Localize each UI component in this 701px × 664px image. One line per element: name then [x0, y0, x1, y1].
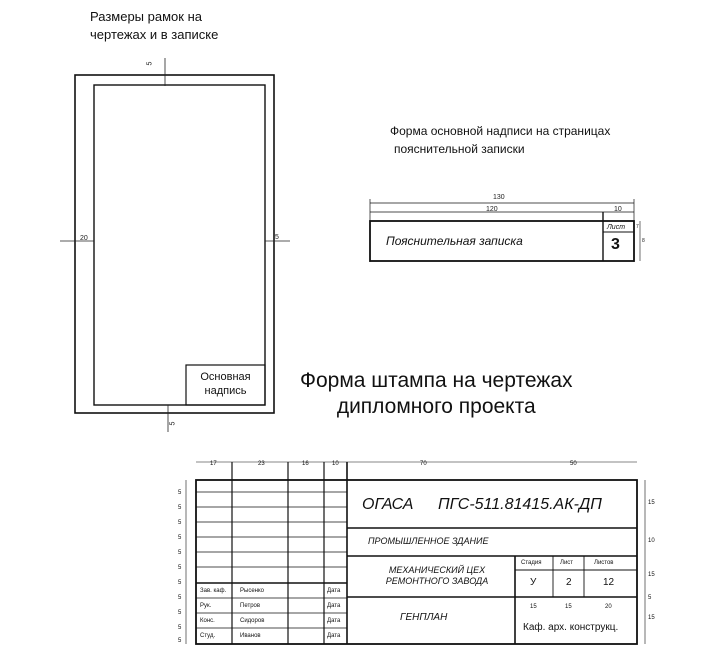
row-dim-1: 5 [178, 490, 182, 496]
row-dim-8: 5 [178, 595, 182, 601]
right-dim-1: 15 [648, 500, 655, 506]
row-dim-10: 5 [178, 625, 182, 631]
stamp-sheet-name: ГЕНПЛАН [400, 612, 448, 623]
sign-name-3: Сидоров [240, 618, 265, 624]
sign-role-1: Зав. каф. [200, 588, 227, 594]
stamp-building [362, 565, 512, 587]
title-block-label-line-2: надпись [204, 385, 247, 397]
right-dim-3: 15 [648, 572, 655, 578]
note-form-caption-line-1: Форма основной надписи на страницах [390, 124, 611, 138]
note-dim-total: 130 [493, 194, 505, 201]
note-form-caption-line-2: пояснительной записки [394, 142, 525, 156]
sheet-outer-frame [75, 75, 274, 413]
right-dim-4: 5 [648, 595, 652, 601]
row-dim-5: 5 [178, 550, 182, 556]
stage-dim-1: 15 [530, 604, 537, 610]
row-dim-6: 5 [178, 565, 182, 571]
col-dim-2: 23 [258, 461, 265, 467]
col-dim-4: 10 [332, 461, 339, 467]
row-dim-9: 5 [178, 610, 182, 616]
title-block-label [186, 370, 265, 398]
stage-value: У [530, 577, 537, 588]
stamp-building-line-2: РЕМОНТНОГО ЗАВОДА [385, 576, 489, 586]
stamp-form-caption-line-1: Форма штампа на чертежах [300, 369, 573, 392]
sign-role-4: Студ. [200, 633, 216, 639]
row-dim-2: 5 [178, 505, 182, 511]
col-dim-1: 17 [210, 461, 217, 467]
stamp-dept: Каф. арх. конструкц. [523, 622, 619, 633]
sheet-inner-frame [94, 85, 265, 405]
col-dim-3: 16 [302, 461, 309, 467]
stage-dim-2: 15 [565, 604, 572, 610]
note-dim-main: 120 [486, 206, 498, 213]
note-dim-row2: 8 [642, 238, 645, 244]
note-dim-side: 10 [614, 206, 622, 213]
title-block-label-line-1: Основная [200, 371, 251, 383]
sheet-dim-right: 5 [275, 234, 279, 241]
right-dim-2: 10 [648, 538, 655, 544]
sheet-dim-left: 20 [80, 235, 88, 242]
sheets-value: 12 [603, 577, 615, 588]
sign-role-2: Рук. [200, 603, 212, 609]
note-sheet-label: Лист [607, 224, 626, 231]
right-dim-5: 15 [648, 615, 655, 621]
sheet-dim-bottom: 5 [169, 421, 177, 426]
col-dim-5: 70 [420, 461, 427, 467]
stamp-building-line-1: МЕХАНИЧЕСКИЙ ЦЕХ [388, 565, 486, 575]
sign-date-4: Дата [327, 633, 341, 639]
note-text: Пояснительная записка [386, 234, 523, 248]
row-dim-4: 5 [178, 535, 182, 541]
frame-sizes-caption-line-1: Размеры рамок на [90, 9, 202, 24]
sign-name-1: Рысенко [240, 588, 264, 594]
col-dim-6: 50 [570, 461, 577, 467]
sheet-header: Лист [560, 560, 574, 566]
stamp-object: ПРОМЫШЛЕННОЕ ЗДАНИЕ [368, 536, 489, 546]
note-sheet-number: 3 [611, 236, 620, 253]
frame-sizes-caption-line-2: чертежах и в записке [90, 27, 219, 42]
sign-role-3: Конс. [200, 618, 215, 624]
sign-name-4: Иванов [240, 633, 261, 639]
stamp-org: ОГАСА [362, 496, 414, 513]
sign-date-1: Дата [327, 588, 341, 594]
row-dim-11: 5 [178, 638, 182, 644]
sheet-value: 2 [566, 577, 572, 588]
row-dim-7: 5 [178, 580, 182, 586]
row-dim-3: 5 [178, 520, 182, 526]
sign-date-2: Дата [327, 603, 341, 609]
stamp-form-caption-line-2: дипломного проекта [336, 395, 536, 418]
stage-header: Стадия [521, 560, 542, 566]
sign-name-2: Петров [240, 603, 261, 609]
stage-dim-3: 20 [605, 604, 612, 610]
sign-date-3: Дата [327, 618, 341, 624]
note-dim-row1: 7 [636, 224, 639, 230]
sheets-header: Листов [594, 560, 614, 566]
stamp-code: ПГС-511.81415.АК-ДП [438, 496, 602, 513]
sheet-dim-top: 5 [146, 61, 154, 66]
